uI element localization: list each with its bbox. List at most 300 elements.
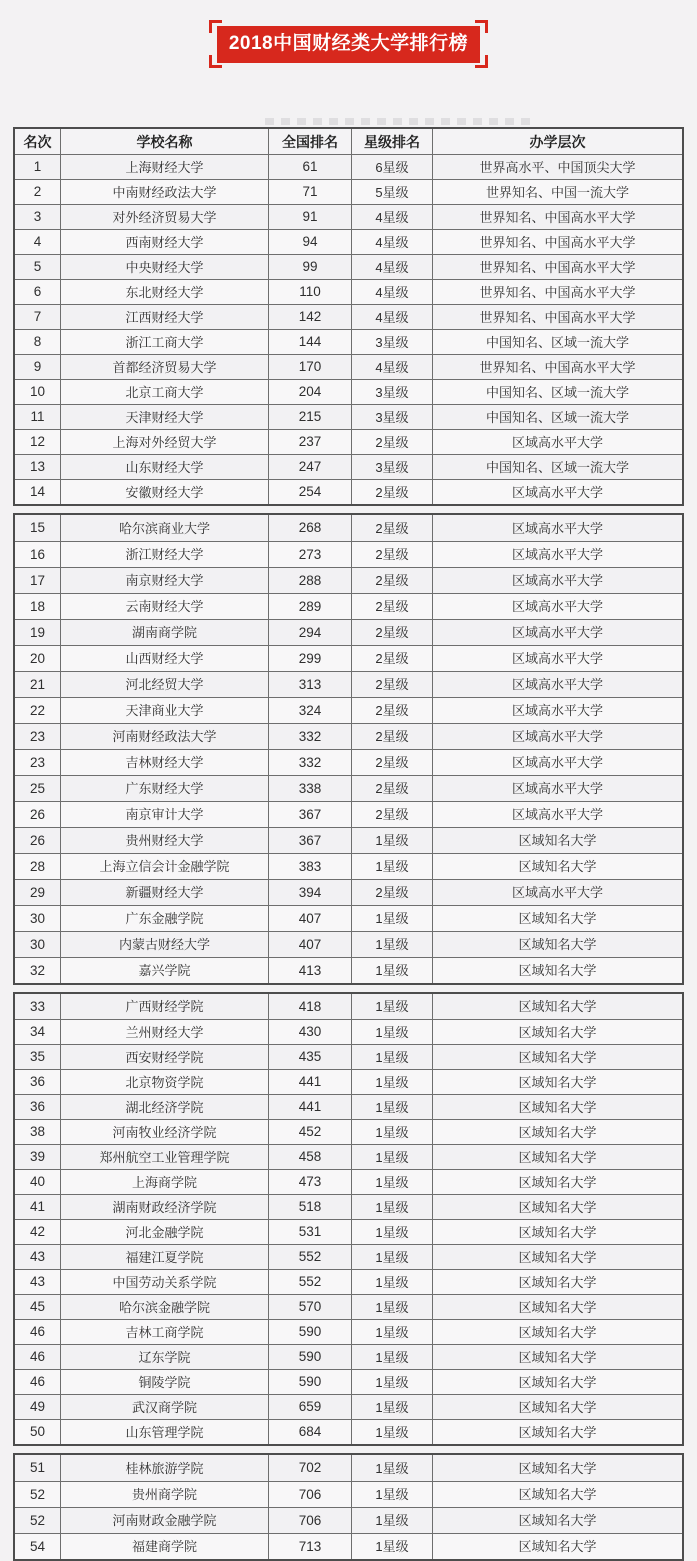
- table-row: [15, 593, 682, 619]
- rank-cell: 7: [33, 309, 42, 325]
- school-name-cell: 湖南财政经济学院: [60, 1195, 268, 1219]
- star-rating-cell: 1星级: [351, 1220, 432, 1244]
- rank-cell: 46: [29, 1374, 46, 1390]
- level-cell: 世界知名、中国一流大学: [432, 180, 682, 204]
- school-name-cell: 上海财经大学: [60, 155, 268, 179]
- table-row: [15, 1069, 682, 1094]
- level-cell: 区域知名大学: [432, 1395, 682, 1419]
- rank-cell: 54: [29, 1538, 46, 1554]
- rank-cell: 51: [29, 1460, 46, 1476]
- school-name-cell: 上海立信会计金融学院: [60, 854, 268, 879]
- rank-cell: 30: [29, 936, 46, 952]
- school-name-cell: 南京财经大学: [60, 568, 268, 593]
- school-name-cell: 广东财经大学: [60, 776, 268, 801]
- level-cell: 世界高水平、中国顶尖大学: [432, 155, 682, 179]
- table-row: [15, 354, 682, 379]
- table-row: [15, 619, 682, 645]
- school-name-cell: 新疆财经大学: [60, 880, 268, 905]
- national-rank-cell: 273: [268, 542, 351, 567]
- rank-cell: 36: [29, 1099, 46, 1115]
- rank-cell: 35: [29, 1049, 46, 1065]
- star-rating-cell: 2星级: [351, 594, 432, 619]
- national-rank-cell: 268: [268, 515, 351, 541]
- rank-cell: 3: [33, 209, 42, 225]
- star-rating-cell: 1星级: [351, 1455, 432, 1481]
- table-block-1: [13, 127, 684, 506]
- level-cell: 区域知名大学: [432, 1120, 682, 1144]
- table-row: [15, 204, 682, 229]
- table-row: [15, 567, 682, 593]
- level-cell: 区域知名大学: [432, 1320, 682, 1344]
- level-cell: 区域高水平大学: [432, 802, 682, 827]
- rank-cell: 28: [29, 858, 46, 874]
- rank-cell: 23: [29, 754, 46, 770]
- table-row: [15, 1169, 682, 1194]
- level-cell: 区域知名大学: [432, 828, 682, 853]
- table-row: [15, 1507, 682, 1533]
- national-rank-cell: 458: [268, 1145, 351, 1169]
- rank-cell: 43: [29, 1274, 46, 1290]
- level-cell: 区域高水平大学: [432, 568, 682, 593]
- star-rating-cell: 5星级: [351, 180, 432, 204]
- rank-cell: 9: [33, 359, 42, 375]
- table-block-2: [13, 513, 684, 985]
- national-rank-cell: 288: [268, 568, 351, 593]
- rank-cell: 14: [29, 484, 46, 500]
- header-school-name: 学校名称: [60, 129, 268, 154]
- level-cell: 区域知名大学: [432, 1455, 682, 1481]
- school-name-cell: 山东管理学院: [60, 1420, 268, 1444]
- national-rank-cell: 204: [268, 380, 351, 404]
- level-cell: 区域知名大学: [432, 1170, 682, 1194]
- table-row: [15, 479, 682, 504]
- table-row: [15, 304, 682, 329]
- national-rank-cell: 452: [268, 1120, 351, 1144]
- rank-cell: 25: [29, 780, 46, 796]
- star-rating-cell: 1星级: [351, 1095, 432, 1119]
- national-rank-cell: 684: [268, 1420, 351, 1444]
- rank-cell: 18: [29, 598, 46, 614]
- school-name-cell: 中央财经大学: [60, 255, 268, 279]
- table-row: [15, 254, 682, 279]
- national-rank-cell: 383: [268, 854, 351, 879]
- table-row: [15, 671, 682, 697]
- star-rating-cell: 1星级: [351, 1320, 432, 1344]
- school-name-cell: 广西财经学院: [60, 994, 268, 1019]
- school-name-cell: 江西财经大学: [60, 305, 268, 329]
- bracket-bottom-right-icon: [475, 55, 488, 68]
- school-name-cell: 中南财经政法大学: [60, 180, 268, 204]
- school-name-cell: 西安财经学院: [60, 1045, 268, 1069]
- star-rating-cell: 1星级: [351, 1295, 432, 1319]
- rank-cell: 20: [29, 650, 46, 666]
- table-row: [15, 1419, 682, 1444]
- table-row: [15, 879, 682, 905]
- table-row: [15, 154, 682, 179]
- rank-cell: 1: [33, 159, 42, 175]
- level-cell: 区域知名大学: [432, 1095, 682, 1119]
- table-row: [15, 1119, 682, 1144]
- school-name-cell: 吉林财经大学: [60, 750, 268, 775]
- national-rank-cell: 441: [268, 1095, 351, 1119]
- level-cell: 区域高水平大学: [432, 620, 682, 645]
- star-rating-cell: 4星级: [351, 280, 432, 304]
- school-name-cell: 郑州航空工业管理学院: [60, 1145, 268, 1169]
- rank-cell: 13: [29, 459, 46, 475]
- level-cell: 区域知名大学: [432, 1534, 682, 1559]
- national-rank-cell: 407: [268, 906, 351, 931]
- level-cell: 区域高水平大学: [432, 724, 682, 749]
- star-rating-cell: 1星级: [351, 1395, 432, 1419]
- star-rating-cell: 6星级: [351, 155, 432, 179]
- school-name-cell: 北京工商大学: [60, 380, 268, 404]
- star-rating-cell: 2星级: [351, 620, 432, 645]
- national-rank-cell: 313: [268, 672, 351, 697]
- table-row: [15, 994, 682, 1019]
- table-row: [15, 1481, 682, 1507]
- table-block-3: [13, 992, 684, 1446]
- table-row: [15, 179, 682, 204]
- level-cell: 区域知名大学: [432, 1045, 682, 1069]
- table-row: [15, 905, 682, 931]
- table-row: [15, 1044, 682, 1069]
- star-rating-cell: 1星级: [351, 1482, 432, 1507]
- ranking-table: [13, 127, 684, 1561]
- school-name-cell: 河北经贸大学: [60, 672, 268, 697]
- star-rating-cell: 1星级: [351, 1195, 432, 1219]
- level-cell: 世界知名、中国高水平大学: [432, 205, 682, 229]
- table-row: [15, 957, 682, 983]
- star-rating-cell: 1星级: [351, 854, 432, 879]
- rank-cell: 36: [29, 1074, 46, 1090]
- rank-cell: 26: [29, 832, 46, 848]
- star-rating-cell: 2星级: [351, 750, 432, 775]
- header-star-rating: 星级排名: [351, 129, 432, 154]
- level-cell: 区域高水平大学: [432, 646, 682, 671]
- rank-cell: 33: [29, 998, 46, 1014]
- rank-cell: 52: [29, 1486, 46, 1502]
- table-row: [15, 697, 682, 723]
- school-name-cell: 武汉商学院: [60, 1395, 268, 1419]
- bracket-top-right-icon: [475, 20, 488, 33]
- school-name-cell: 哈尔滨金融学院: [60, 1295, 268, 1319]
- table-row: [15, 723, 682, 749]
- national-rank-cell: 332: [268, 750, 351, 775]
- star-rating-cell: 1星级: [351, 932, 432, 957]
- rank-cell: 39: [29, 1149, 46, 1165]
- star-rating-cell: 3星级: [351, 330, 432, 354]
- table-row: [15, 853, 682, 879]
- school-name-cell: 北京物资学院: [60, 1070, 268, 1094]
- level-cell: 区域高水平大学: [432, 698, 682, 723]
- school-name-cell: 铜陵学院: [60, 1370, 268, 1394]
- header-rank: 名次: [23, 133, 52, 150]
- rank-cell: 10: [29, 384, 46, 400]
- star-rating-cell: 1星级: [351, 1420, 432, 1444]
- star-rating-cell: 1星级: [351, 1145, 432, 1169]
- header-level: 办学层次: [432, 129, 682, 154]
- table-row: [15, 1244, 682, 1269]
- school-name-cell: 贵州商学院: [60, 1482, 268, 1507]
- national-rank-cell: 332: [268, 724, 351, 749]
- table-row: [15, 1019, 682, 1044]
- national-rank-cell: 142: [268, 305, 351, 329]
- cropped-watermark: [265, 118, 535, 125]
- table-row: [15, 1194, 682, 1219]
- rank-cell: 19: [29, 624, 46, 640]
- rank-cell: 11: [30, 409, 45, 425]
- table-row: [15, 1319, 682, 1344]
- school-name-cell: 东北财经大学: [60, 280, 268, 304]
- rank-cell: 29: [29, 884, 46, 900]
- table-header-row: [15, 129, 682, 154]
- national-rank-cell: 215: [268, 405, 351, 429]
- table-row: [15, 429, 682, 454]
- national-rank-cell: 706: [268, 1482, 351, 1507]
- school-name-cell: 西南财经大学: [60, 230, 268, 254]
- rank-cell: 21: [29, 676, 46, 692]
- level-cell: 中国知名、区域一流大学: [432, 330, 682, 354]
- national-rank-cell: 394: [268, 880, 351, 905]
- star-rating-cell: 1星级: [351, 1508, 432, 1533]
- national-rank-cell: 254: [268, 480, 351, 504]
- level-cell: 区域高水平大学: [432, 515, 682, 541]
- level-cell: 区域高水平大学: [432, 880, 682, 905]
- national-rank-cell: 294: [268, 620, 351, 645]
- level-cell: 区域知名大学: [432, 1482, 682, 1507]
- star-rating-cell: 1星级: [351, 1170, 432, 1194]
- table-row: [15, 1094, 682, 1119]
- rank-cell: 5: [33, 259, 42, 275]
- school-name-cell: 天津财经大学: [60, 405, 268, 429]
- level-cell: 区域知名大学: [432, 1420, 682, 1444]
- table-row: [15, 931, 682, 957]
- national-rank-cell: 237: [268, 430, 351, 454]
- rank-cell: 41: [29, 1199, 46, 1215]
- table-row: [15, 1269, 682, 1294]
- star-rating-cell: 2星级: [351, 698, 432, 723]
- national-rank-cell: 418: [268, 994, 351, 1019]
- level-cell: 区域知名大学: [432, 854, 682, 879]
- school-name-cell: 广东金融学院: [60, 906, 268, 931]
- school-name-cell: 河南财经政法大学: [60, 724, 268, 749]
- level-cell: 区域知名大学: [432, 1508, 682, 1533]
- star-rating-cell: 4星级: [351, 305, 432, 329]
- star-rating-cell: 2星级: [351, 776, 432, 801]
- rank-cell: 2: [33, 184, 42, 200]
- school-name-cell: 福建商学院: [60, 1534, 268, 1559]
- star-rating-cell: 1星级: [351, 1245, 432, 1269]
- star-rating-cell: 3星级: [351, 405, 432, 429]
- national-rank-cell: 61: [268, 155, 351, 179]
- national-rank-cell: 94: [268, 230, 351, 254]
- rank-cell: 23: [29, 728, 46, 744]
- school-name-cell: 南京审计大学: [60, 802, 268, 827]
- national-rank-cell: 590: [268, 1320, 351, 1344]
- table-row: [15, 1144, 682, 1169]
- school-name-cell: 河南财政金融学院: [60, 1508, 268, 1533]
- school-name-cell: 贵州财经大学: [60, 828, 268, 853]
- table-row: [15, 827, 682, 853]
- level-cell: 世界知名、中国高水平大学: [432, 280, 682, 304]
- star-rating-cell: 1星级: [351, 1370, 432, 1394]
- level-cell: 区域高水平大学: [432, 430, 682, 454]
- rank-cell: 12: [29, 434, 46, 450]
- star-rating-cell: 2星级: [351, 802, 432, 827]
- school-name-cell: 嘉兴学院: [60, 958, 268, 983]
- star-rating-cell: 2星级: [351, 672, 432, 697]
- national-rank-cell: 247: [268, 455, 351, 479]
- national-rank-cell: 71: [268, 180, 351, 204]
- national-rank-cell: 659: [268, 1395, 351, 1419]
- national-rank-cell: 367: [268, 802, 351, 827]
- table-row: [15, 329, 682, 354]
- star-rating-cell: 3星级: [351, 455, 432, 479]
- table-row: [15, 515, 682, 541]
- national-rank-cell: 367: [268, 828, 351, 853]
- bracket-bottom-left-icon: [209, 55, 222, 68]
- level-cell: 区域知名大学: [432, 1270, 682, 1294]
- level-cell: 区域知名大学: [432, 994, 682, 1019]
- school-name-cell: 山东财经大学: [60, 455, 268, 479]
- title-area: [0, 26, 697, 63]
- level-cell: 中国知名、区域一流大学: [432, 380, 682, 404]
- school-name-cell: 河南牧业经济学院: [60, 1120, 268, 1144]
- rank-cell: 15: [29, 520, 46, 536]
- star-rating-cell: 1星级: [351, 1534, 432, 1559]
- national-rank-cell: 713: [268, 1534, 351, 1559]
- school-name-cell: 辽东学院: [60, 1345, 268, 1369]
- star-rating-cell: 2星级: [351, 646, 432, 671]
- school-name-cell: 内蒙古财经大学: [60, 932, 268, 957]
- table-row: [15, 1455, 682, 1481]
- table-row: [15, 279, 682, 304]
- rank-cell: 22: [29, 702, 46, 718]
- rank-cell: 4: [33, 234, 42, 250]
- national-rank-cell: 590: [268, 1370, 351, 1394]
- national-rank-cell: 552: [268, 1270, 351, 1294]
- national-rank-cell: 570: [268, 1295, 351, 1319]
- level-cell: 区域高水平大学: [432, 594, 682, 619]
- table-row: [15, 1344, 682, 1369]
- level-cell: 区域知名大学: [432, 958, 682, 983]
- national-rank-cell: 435: [268, 1045, 351, 1069]
- rank-cell: 32: [29, 962, 46, 978]
- school-name-cell: 福建江夏学院: [60, 1245, 268, 1269]
- school-name-cell: 桂林旅游学院: [60, 1455, 268, 1481]
- level-cell: 区域高水平大学: [432, 750, 682, 775]
- star-rating-cell: 4星级: [351, 205, 432, 229]
- star-rating-cell: 2星级: [351, 515, 432, 541]
- level-cell: 区域知名大学: [432, 1370, 682, 1394]
- level-cell: 区域高水平大学: [432, 672, 682, 697]
- school-name-cell: 兰州财经大学: [60, 1020, 268, 1044]
- school-name-cell: 山西财经大学: [60, 646, 268, 671]
- national-rank-cell: 289: [268, 594, 351, 619]
- level-cell: 世界知名、中国高水平大学: [432, 355, 682, 379]
- bracket-top-left-icon: [209, 20, 222, 33]
- level-cell: 世界知名、中国高水平大学: [432, 305, 682, 329]
- school-name-cell: 中国劳动关系学院: [60, 1270, 268, 1294]
- table-row: [15, 775, 682, 801]
- rank-cell: 50: [29, 1424, 46, 1440]
- level-cell: 中国知名、区域一流大学: [432, 455, 682, 479]
- school-name-cell: 首都经济贸易大学: [60, 355, 268, 379]
- star-rating-cell: 2星级: [351, 480, 432, 504]
- school-name-cell: 对外经济贸易大学: [60, 205, 268, 229]
- national-rank-cell: 552: [268, 1245, 351, 1269]
- table-row: [15, 645, 682, 671]
- rank-cell: 46: [29, 1349, 46, 1365]
- star-rating-cell: 1星级: [351, 828, 432, 853]
- school-name-cell: 云南财经大学: [60, 594, 268, 619]
- level-cell: 区域高水平大学: [432, 776, 682, 801]
- school-name-cell: 吉林工商学院: [60, 1320, 268, 1344]
- rank-cell: 52: [29, 1512, 46, 1528]
- national-rank-cell: 531: [268, 1220, 351, 1244]
- school-name-cell: 浙江财经大学: [60, 542, 268, 567]
- level-cell: 世界知名、中国高水平大学: [432, 255, 682, 279]
- level-cell: 区域知名大学: [432, 1295, 682, 1319]
- table-row: [15, 1369, 682, 1394]
- national-rank-cell: 518: [268, 1195, 351, 1219]
- rank-cell: 40: [29, 1174, 46, 1190]
- level-cell: 区域知名大学: [432, 1070, 682, 1094]
- table-row: [15, 801, 682, 827]
- star-rating-cell: 1星级: [351, 958, 432, 983]
- national-rank-cell: 706: [268, 1508, 351, 1533]
- rank-cell: 26: [29, 806, 46, 822]
- table-row: [15, 541, 682, 567]
- rank-cell: 45: [29, 1299, 46, 1315]
- rank-cell: 46: [29, 1324, 46, 1340]
- table-row: [15, 229, 682, 254]
- national-rank-cell: 110: [268, 280, 351, 304]
- national-rank-cell: 430: [268, 1020, 351, 1044]
- school-name-cell: 上海对外经贸大学: [60, 430, 268, 454]
- level-cell: 区域知名大学: [432, 906, 682, 931]
- school-name-cell: 湖南商学院: [60, 620, 268, 645]
- school-name-cell: 浙江工商大学: [60, 330, 268, 354]
- star-rating-cell: 3星级: [351, 380, 432, 404]
- table-block-4: [13, 1453, 684, 1561]
- rank-cell: 16: [29, 546, 46, 562]
- level-cell: 区域高水平大学: [432, 542, 682, 567]
- rank-cell: 38: [29, 1124, 46, 1140]
- table-row: [15, 1219, 682, 1244]
- national-rank-cell: 144: [268, 330, 351, 354]
- school-name-cell: 河北金融学院: [60, 1220, 268, 1244]
- school-name-cell: 湖北经济学院: [60, 1095, 268, 1119]
- level-cell: 区域知名大学: [432, 1145, 682, 1169]
- school-name-cell: 天津商业大学: [60, 698, 268, 723]
- star-rating-cell: 1星级: [351, 994, 432, 1019]
- level-cell: 区域知名大学: [432, 932, 682, 957]
- star-rating-cell: 4星级: [351, 255, 432, 279]
- rank-cell: 34: [29, 1024, 46, 1040]
- national-rank-cell: 299: [268, 646, 351, 671]
- table-row: [15, 1394, 682, 1419]
- rank-cell: 6: [33, 284, 42, 300]
- star-rating-cell: 1星级: [351, 1120, 432, 1144]
- rank-cell: 42: [29, 1224, 46, 1240]
- page-title-banner: [217, 26, 480, 63]
- level-cell: 区域知名大学: [432, 1345, 682, 1369]
- level-cell: 区域知名大学: [432, 1195, 682, 1219]
- star-rating-cell: 4星级: [351, 355, 432, 379]
- star-rating-cell: 1星级: [351, 1345, 432, 1369]
- national-rank-cell: 407: [268, 932, 351, 957]
